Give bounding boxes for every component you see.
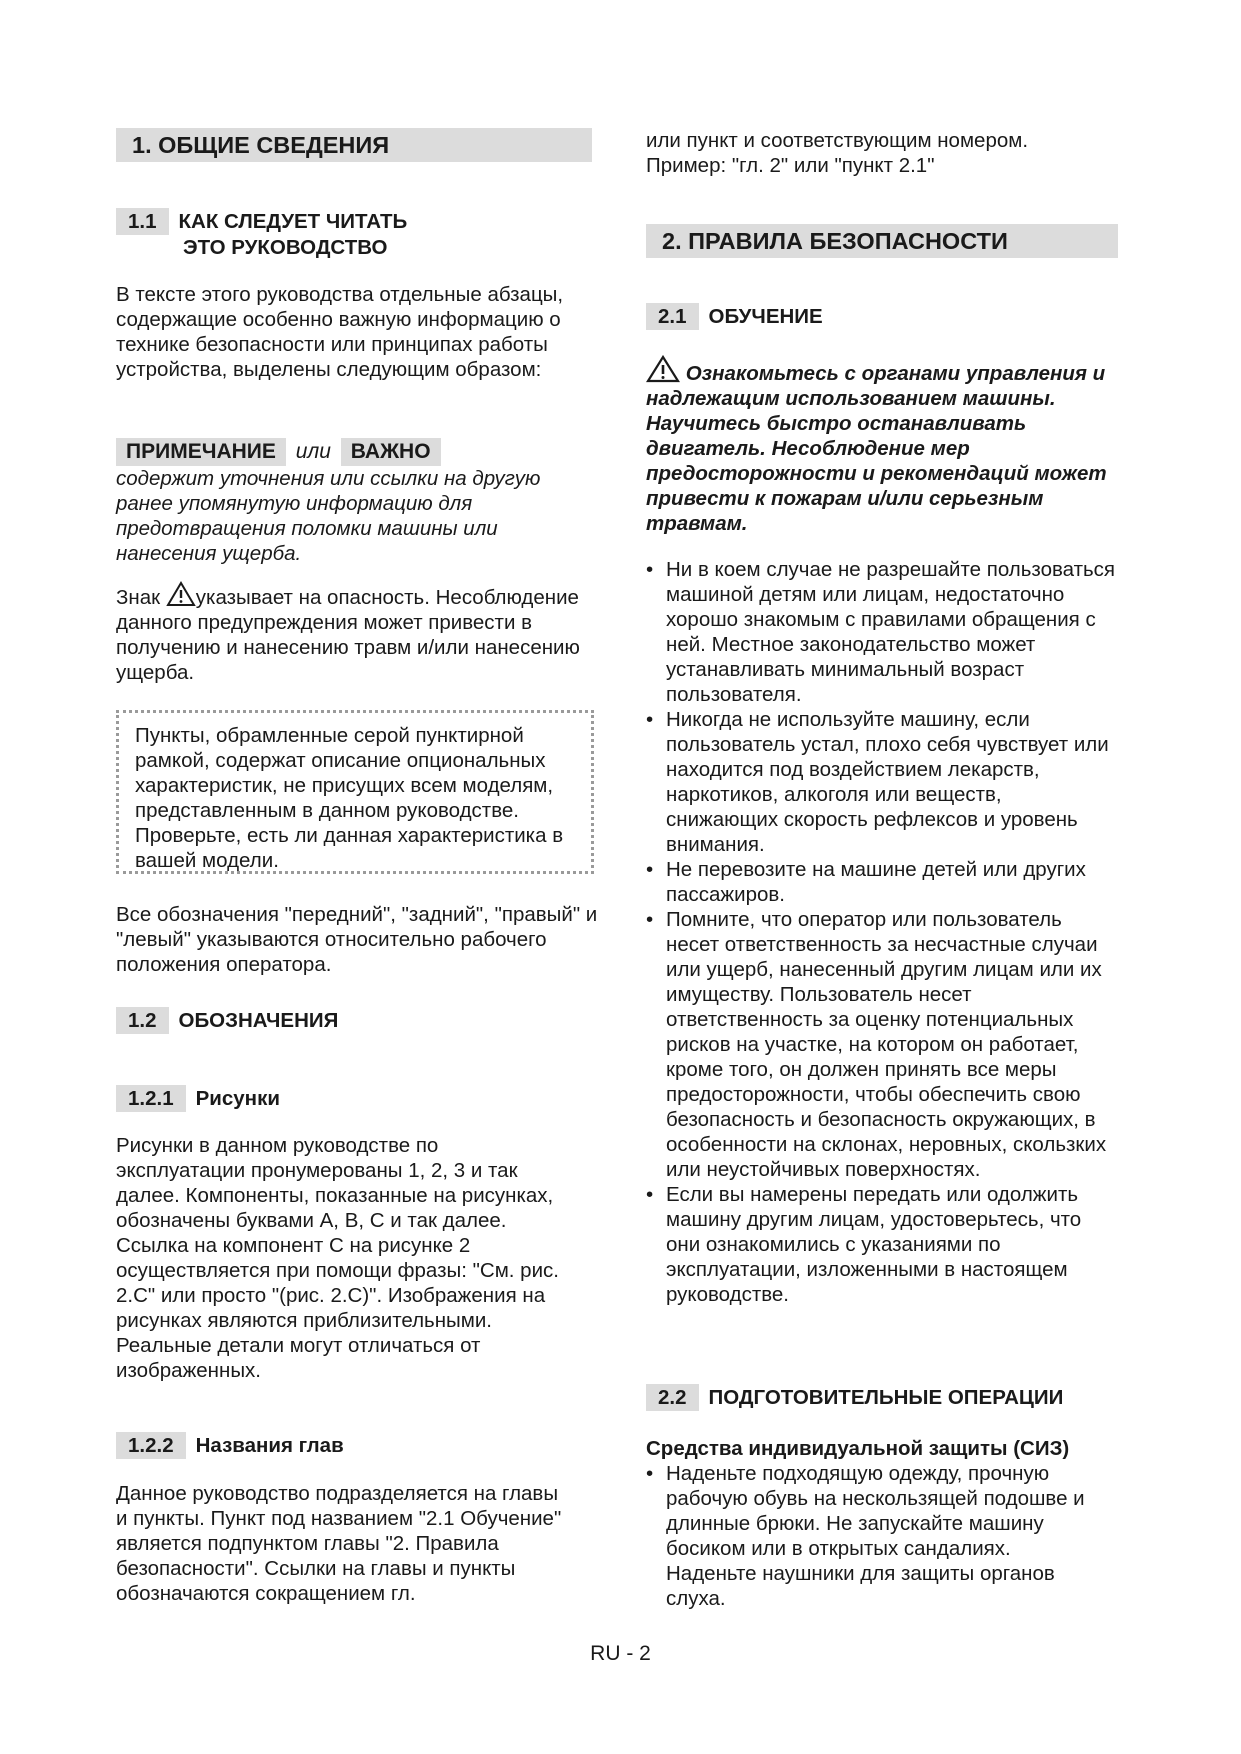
section-2-2-heading <box>646 1384 1063 1411</box>
training-warning <box>646 355 1116 536</box>
list-item: • Никогда не используйте машину, если пользователь устал, плохо себя чувствует или находится под воздействием лекарств, наркотиков, алкоголя или веществ, снижающих скорость рефлексов и уровень внимания. <box>646 707 1116 857</box>
note-description: содержит уточнения или ссылки на другую ранее упомянутую информацию для предотвращения поломки машины или нанесения ущерба. <box>116 467 541 565</box>
section-2-2-number: 2.2 <box>646 1384 699 1411</box>
section-1-1-title-line2: ЭТО РУКОВОДСТВО <box>183 236 388 259</box>
section-1-1-number: 1.1 <box>116 208 169 235</box>
warning-triangle-icon <box>166 581 196 607</box>
section-1-2-1-title: Рисунки <box>195 1087 280 1110</box>
note-tag: ПРИМЕЧАНИЕ <box>116 438 286 466</box>
warning-triangle-icon <box>646 355 680 383</box>
section-1-2-2-title: Названия глав <box>195 1434 344 1457</box>
list-item: • Ни в коем случае не разрешайте пользоваться машиной детям или лицам, недостаточно хорошо знакомым с правилами обращения с ней. Местное законодательство может устанавливать минимальный возраст пользователя. <box>646 557 1116 707</box>
chapter-names-paragraph: Данное руководство подразделяется на главы и пункты. Пункт под названием "2.1 Обучение" является подпунктом главы "2. Правила безопасности". Ссылки на главы и пункты обозначаются сокращением гл. <box>116 1482 562 1605</box>
list-item: • Не перевозите на машине детей или других пассажиров. <box>646 857 1116 907</box>
section-1-heading: 1. ОБЩИЕ СВЕДЕНИЯ <box>116 128 592 162</box>
ppe-bullet-list <box>646 1461 1086 1611</box>
list-item: • Помните, что оператор или пользователь несет ответственность за несчастные случаи или ущерб, нанесенный другим лицам или их имуществу. Пользователь несет ответственность за оценку потенциальных рисков на участке, на котором он работает, кроме того, он должен принять все меры предосторожности, чтобы обеспечить свою безопасность и безопасность окружающих, в особенности на склонах, неровных, скользких или неустойчивых поверхностях. <box>646 907 1116 1182</box>
section-1-2-2-heading <box>116 1432 344 1459</box>
list-item: • Наденьте подходящую одежду, прочную рабочую обувь на нескользящей подошве и длинные брюки. Не запускайте машину босиком или в открытых сандалиях. Наденьте наушники для защиты органов слуха. <box>646 1461 1086 1611</box>
section-2-1-number: 2.1 <box>646 303 699 330</box>
list-item: • Если вы намерены передать или одолжить машину другим лицам, удостоверьтесь, что они ознакомились с указаниями по эксплуатации, изложенными в настоящем руководстве. <box>646 1182 1116 1307</box>
section-1-1-heading <box>116 208 407 260</box>
section-2-1-title: ОБУЧЕНИЕ <box>708 305 823 328</box>
section-2-heading: 2. ПРАВИЛА БЕЗОПАСНОСТИ <box>646 224 1118 258</box>
section-1-1-title-line1: КАК СЛЕДУЕТ ЧИТАТЬ <box>178 210 408 233</box>
figures-paragraph: Рисунки в данном руководстве по эксплуатации пронумерованы 1, 2, 3 и так далее. Компоненты, показанные на рисунках, обозначены буквами A, B, C и так далее. Ссылка на компонент C на рисунке 2 осуществляется при помощи фразы: "См. рис. 2.C" или просто "(рис. 2.C)". Изображения на рисунках являются приблизительными. Реальные детали могут отличаться от изображенных. <box>116 1134 559 1382</box>
directions-paragraph: Все обозначения "передний", "задний", "правый" и "левый" указываются относительно рабочего положения оператора. <box>116 903 598 976</box>
sign-description: указывает на опасность. Несоблюдение данного предупреждения может привести в получению и нанесению травм и/или нанесению ущерба. <box>116 586 580 684</box>
optional-features-box <box>116 710 594 874</box>
sign-prefix: Знак <box>116 586 161 609</box>
section-2-2-title: ПОДГОТОВИТЕЛЬНЫЕ ОПЕРАЦИИ <box>708 1386 1064 1409</box>
section-1-2-title: ОБОЗНАЧЕНИЯ <box>178 1009 339 1032</box>
training-warning-text: Ознакомьтесь с органами управления и надлежащим использованием машины. Научитесь быстро останавливать двигатель. Несоблюдение мер предосторожности и рекомендаций может привести к пожарам и/или серьезным травмам. <box>646 362 1107 535</box>
section-1-2-heading <box>116 1007 338 1034</box>
chapter-names-continuation: или пункт и соответствующим номером. Пример: "гл. 2" или "пункт 2.1" <box>646 129 1029 177</box>
note-block <box>116 437 596 566</box>
warning-sign-paragraph <box>116 581 586 685</box>
intro-paragraph: В тексте этого руководства отдельные абзацы, содержащие особенно важную информацию о технике безопасности или принципах работы устройства, выделены следующим образом: <box>116 283 564 381</box>
section-2-1-heading <box>646 303 823 330</box>
ppe-subheading: Средства индивидуальной защиты (СИЗ) <box>646 1437 1070 1460</box>
optional-features-text: Пункты, обрамленные серой пунктирной рамкой, содержат описание опциональных характеристик, не присущих всем моделям, представленным в данном руководстве. Проверьте, есть ли данная характеристика в вашей модели. <box>135 724 564 872</box>
training-bullet-list <box>646 557 1116 1307</box>
important-tag: ВАЖНО <box>341 438 441 466</box>
section-1-2-1-number: 1.2.1 <box>116 1085 186 1112</box>
section-1-2-1-heading <box>116 1085 280 1112</box>
page-number: RU - 2 <box>590 1642 651 1665</box>
or-label: или <box>295 440 331 463</box>
section-1-2-number: 1.2 <box>116 1007 169 1034</box>
section-1-2-2-number: 1.2.2 <box>116 1432 186 1459</box>
